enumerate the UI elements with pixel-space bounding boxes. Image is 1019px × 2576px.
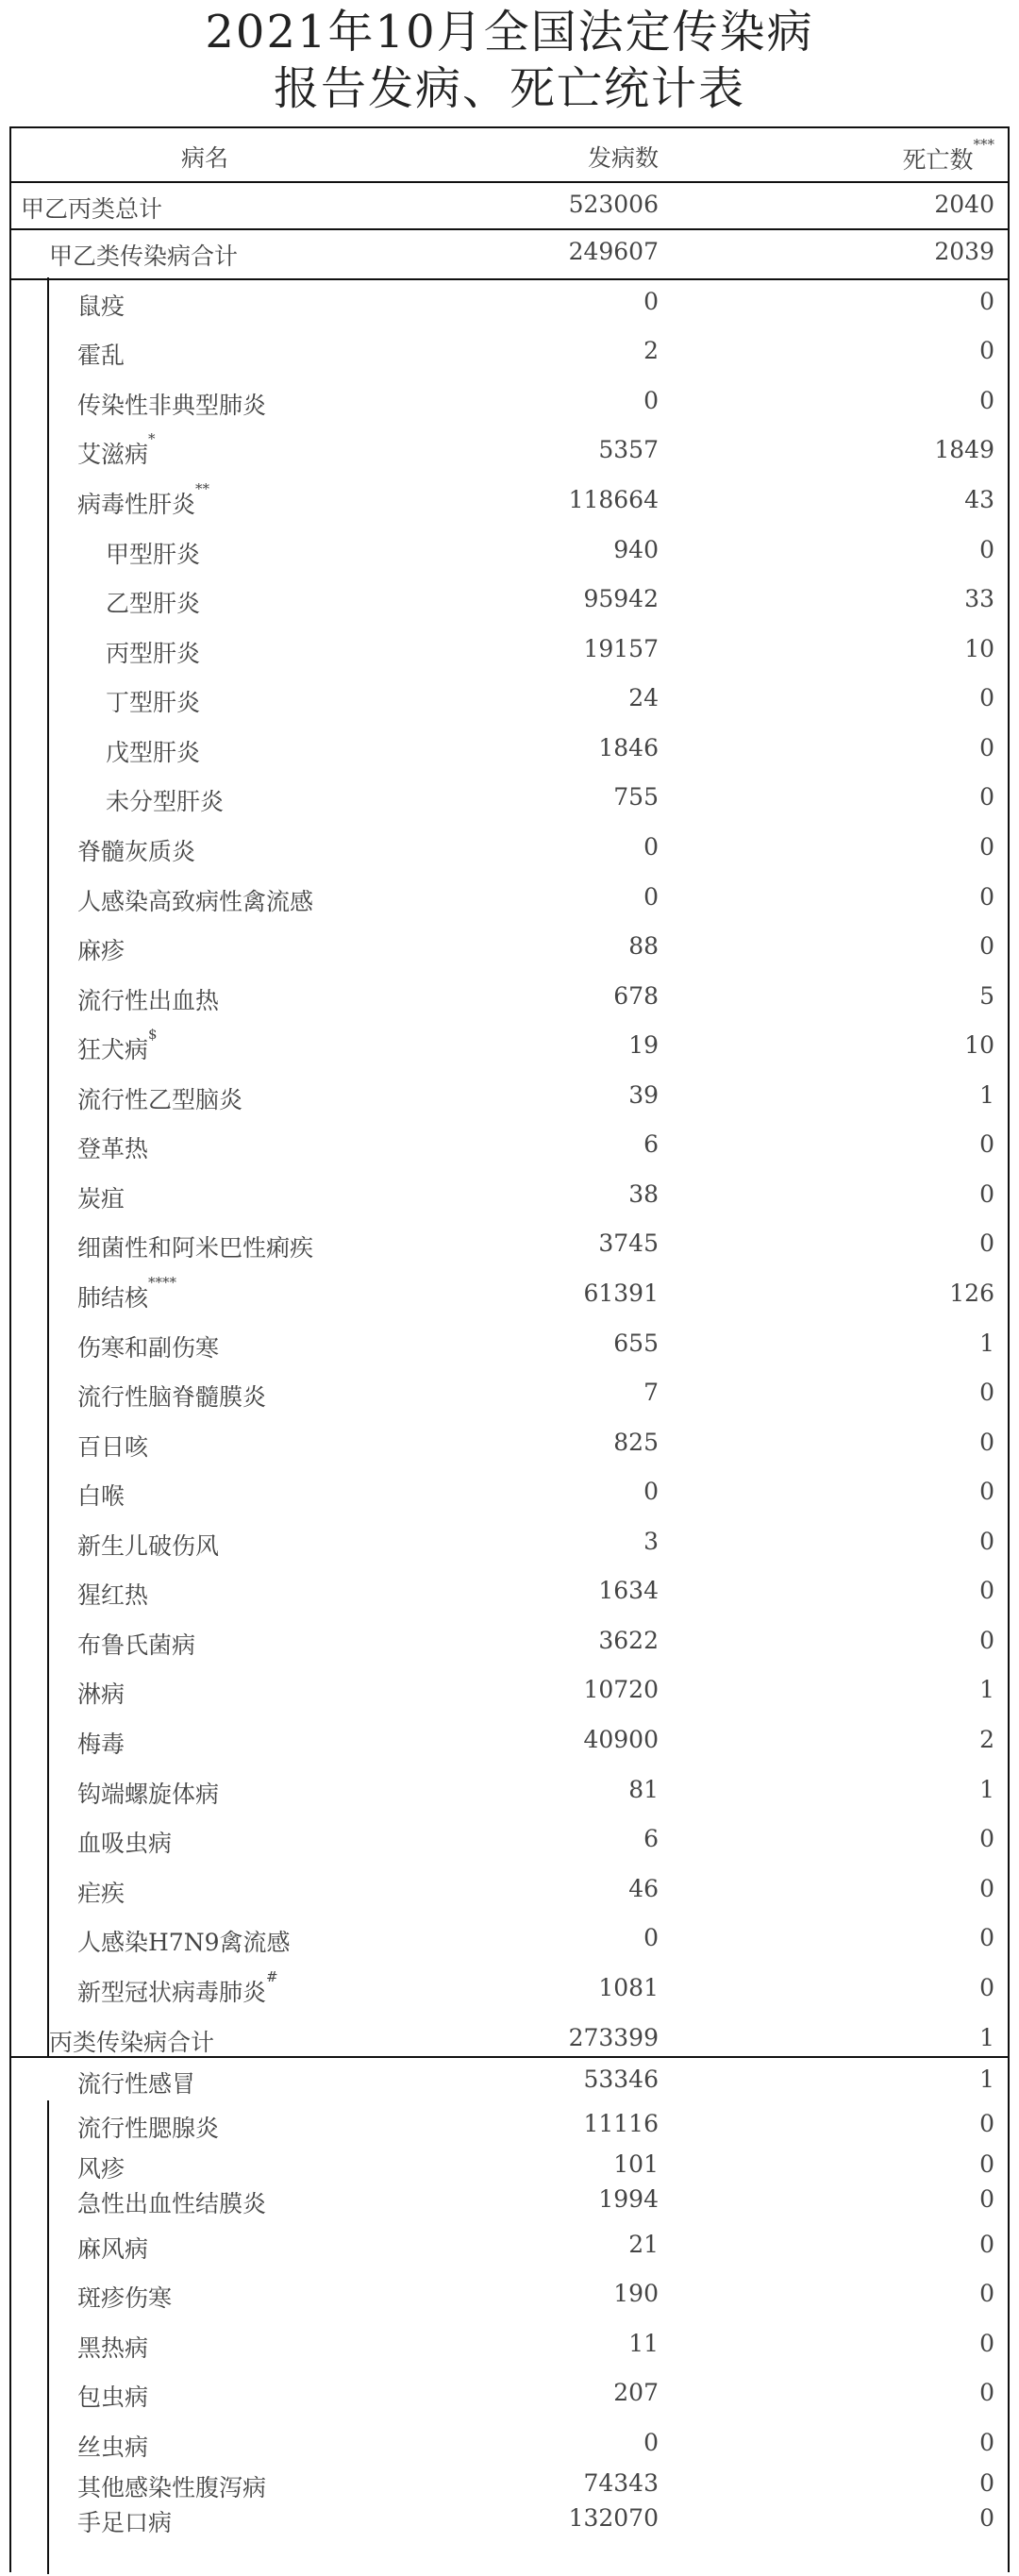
row-deaths: 1	[979, 1081, 994, 1109]
row-deaths: 0	[979, 2504, 994, 2532]
table-row	[11, 626, 1008, 675]
header-deaths-mark: ***	[973, 136, 994, 153]
title-line-1: 2021年10月全国法定传染病	[205, 6, 814, 59]
table-row	[11, 874, 1008, 923]
row-name-mark: #	[266, 1968, 278, 1985]
table-row	[11, 1666, 1008, 1716]
row-cases: 95942	[583, 585, 659, 612]
row-cases: 2	[643, 337, 659, 364]
row-name-text: 淋病	[77, 1681, 125, 1708]
table-row	[11, 1518, 1008, 1567]
row-name-text: 流行性腮腺炎	[77, 2115, 220, 2142]
row-deaths: 0	[979, 2330, 994, 2357]
row-name	[77, 2185, 266, 2219]
row-cases: 88	[628, 932, 659, 960]
table-row	[11, 2100, 1008, 2141]
row-deaths: 0	[979, 1429, 994, 1456]
row-cases: 825	[613, 1429, 659, 1456]
row-cases: 74343	[583, 2469, 659, 2497]
row-deaths: 0	[979, 536, 994, 563]
row-cases: 21	[628, 2231, 659, 2258]
row-deaths: 0	[979, 2469, 994, 2497]
row-deaths: 0	[979, 2280, 994, 2307]
table-row	[11, 2056, 1008, 2100]
row-deaths: 0	[979, 1627, 994, 1654]
row-deaths: 0	[979, 1229, 994, 1257]
row-cases: 10720	[583, 1676, 659, 1703]
row-cases: 0	[643, 288, 659, 315]
row-name-text: 戊型肝炎	[106, 739, 201, 766]
table-row	[11, 576, 1008, 626]
row-name-text: 白喉	[77, 1482, 125, 1510]
row-deaths: 1849	[934, 436, 994, 463]
row-name	[77, 1081, 242, 1115]
row-name-text: 风疹	[77, 2155, 125, 2183]
row-cases: 101	[613, 2150, 659, 2178]
row-name	[77, 2504, 172, 2538]
row-cases: 249607	[568, 238, 659, 265]
row-deaths: 0	[979, 2231, 994, 2258]
table-row	[11, 1220, 1008, 1270]
row-name	[77, 932, 125, 966]
row-cases: 3	[643, 1528, 659, 1555]
row-name	[77, 337, 125, 371]
row-name-text: 流行性出血热	[77, 987, 220, 1014]
row-name	[106, 635, 200, 669]
row-name-text: 百日咳	[77, 1433, 149, 1461]
row-name-text: 猩红热	[77, 1581, 149, 1609]
row-name-text: 丝虫病	[77, 2434, 149, 2461]
table-row	[11, 923, 1008, 973]
table-row	[11, 824, 1008, 874]
row-cases: 38	[628, 1180, 659, 1208]
row-deaths: 0	[979, 2379, 994, 2406]
row-cases: 273399	[568, 2024, 659, 2051]
row-deaths: 1	[979, 2066, 994, 2093]
row-cases: 11	[628, 2330, 659, 2357]
row-name	[106, 684, 200, 718]
table-row	[11, 1965, 1008, 2015]
table-row	[11, 1171, 1008, 1220]
row-name	[106, 783, 224, 817]
table-row	[11, 1766, 1008, 1815]
table-row	[11, 973, 1008, 1022]
row-cases: 40900	[583, 1726, 659, 1753]
row-name-text: 霍乱	[77, 342, 125, 369]
row-cases: 7	[643, 1379, 659, 1406]
row-name	[77, 1330, 219, 1363]
row-deaths: 0	[979, 337, 994, 364]
row-deaths: 0	[979, 2110, 994, 2137]
row-name-mark: ****	[148, 1274, 177, 1291]
row-cases: 81	[628, 1776, 659, 1803]
row-deaths: 43	[964, 486, 994, 513]
row-deaths: 2040	[934, 191, 994, 218]
row-name	[77, 1825, 172, 1859]
row-name-text: 新生儿破伤风	[77, 1532, 220, 1560]
header-name: 病名	[181, 144, 229, 172]
row-name-text: 肺结核	[77, 1284, 149, 1312]
row-name-text: 病毒性肝炎	[77, 491, 196, 518]
row-cases: 655	[613, 1330, 659, 1357]
row-name	[77, 1026, 158, 1065]
row-name-text: 血吸虫病	[77, 1830, 173, 1857]
row-name-text: 麻疹	[77, 937, 125, 964]
row-deaths: 0	[979, 1924, 994, 1951]
row-deaths: 0	[979, 1379, 994, 1406]
row-name	[77, 288, 125, 322]
row-deaths: 0	[979, 2185, 994, 2213]
row-name	[77, 1379, 266, 1413]
table-row	[11, 377, 1008, 427]
row-name-text: 脊髓灰质炎	[77, 838, 196, 865]
row-name-text: 急性出血性结膜炎	[77, 2190, 267, 2217]
row-cases: 11116	[583, 2110, 659, 2137]
table-row	[11, 2141, 1008, 2183]
row-cases: 5357	[598, 436, 659, 463]
row-deaths: 0	[979, 2429, 994, 2456]
row-cases: 0	[643, 2429, 659, 2456]
row-cases: 24	[628, 684, 659, 711]
row-name	[77, 982, 219, 1016]
row-name-text: 细菌性和阿米巴性痢疾	[77, 1234, 314, 1262]
row-cases: 118664	[568, 486, 659, 513]
row-cases: 755	[613, 783, 659, 811]
table-row	[11, 2320, 1008, 2369]
table-row	[11, 1121, 1008, 1171]
row-name	[77, 2231, 148, 2265]
header-deaths	[902, 136, 994, 176]
row-name-text: 炭疽	[77, 1185, 125, 1213]
row-name	[77, 1676, 125, 1710]
table-row	[11, 2176, 1008, 2221]
row-cases: 207	[613, 2379, 659, 2406]
row-name-text: 未分型肝炎	[106, 788, 225, 815]
title-block	[0, 0, 1019, 126]
row-name-text: 鼠疫	[77, 293, 125, 320]
row-deaths: 0	[979, 1130, 994, 1158]
row-name-text: 人感染高致病性禽流感	[77, 888, 314, 915]
row-deaths: 10	[964, 1031, 994, 1059]
row-cases: 0	[643, 833, 659, 861]
row-name	[77, 1478, 125, 1512]
row-cases: 3622	[598, 1627, 659, 1654]
row-name-mark: $	[148, 1026, 158, 1043]
table-row	[11, 1865, 1008, 1915]
row-name-text: 流行性脑脊髓膜炎	[77, 1383, 267, 1411]
row-name-text: 甲乙丙类总计	[21, 195, 163, 223]
row-cases: 0	[643, 1924, 659, 1951]
row-cases: 6	[643, 1130, 659, 1158]
table-row	[11, 2221, 1008, 2270]
row-deaths: 0	[979, 2150, 994, 2178]
table-row	[11, 675, 1008, 725]
row-deaths: 0	[979, 783, 994, 811]
table-row	[11, 1369, 1008, 1419]
row-cases: 940	[613, 536, 659, 563]
row-name	[77, 1968, 278, 2008]
table-row	[11, 1022, 1008, 1072]
row-name	[77, 2110, 219, 2144]
row-deaths: 0	[979, 734, 994, 761]
row-deaths: 0	[979, 883, 994, 911]
row-deaths: 0	[979, 1180, 994, 1208]
row-name	[77, 1180, 125, 1214]
row-name	[21, 191, 162, 225]
row-deaths: 0	[979, 1974, 994, 2001]
row-name	[77, 1577, 148, 1611]
header-deaths-label: 死亡数	[902, 146, 974, 174]
row-cases: 3745	[598, 1229, 659, 1257]
table-row	[11, 477, 1008, 527]
row-deaths: 0	[979, 387, 994, 414]
row-name-text: 麻风病	[77, 2235, 149, 2263]
row-cases: 678	[613, 982, 659, 1010]
row-name-text: 传染性非典型肺炎	[77, 392, 267, 419]
row-name	[77, 1229, 313, 1263]
row-cases: 1634	[598, 1577, 659, 1604]
row-cases: 6	[643, 1825, 659, 1852]
table-row	[11, 2419, 1008, 2460]
row-name	[77, 1875, 125, 1909]
row-cases: 523006	[568, 191, 659, 218]
table-row	[11, 327, 1008, 377]
row-deaths: 0	[979, 684, 994, 711]
row-cases: 190	[613, 2280, 659, 2307]
row-name-text: 疟疾	[77, 1880, 125, 1907]
row-name-text: 人感染H7N9禽流感	[77, 1929, 291, 1956]
row-deaths: 0	[979, 1875, 994, 1902]
row-name-text: 流行性乙型脑炎	[77, 1086, 243, 1113]
row-cases: 39	[628, 1081, 659, 1109]
row-name-text: 梅毒	[77, 1731, 125, 1758]
row-cases: 1994	[598, 2185, 659, 2213]
row-name	[77, 2379, 148, 2413]
row-name	[77, 833, 195, 867]
row-deaths: 1	[979, 1776, 994, 1803]
table-row	[11, 228, 1008, 280]
row-deaths: 0	[979, 1577, 994, 1604]
row-name-text: 丙型肝炎	[106, 640, 201, 667]
table-row	[11, 278, 1008, 327]
table-row	[11, 1270, 1008, 1320]
row-deaths: 0	[979, 1478, 994, 1505]
row-name	[77, 1924, 291, 1958]
row-name-text: 丙类传染病合计	[49, 2029, 215, 2056]
row-name-mark: **	[195, 480, 210, 497]
row-name	[77, 2280, 172, 2314]
table-row	[11, 774, 1008, 824]
row-name	[106, 585, 200, 619]
row-name-text: 狂犬病	[77, 1036, 149, 1063]
row-deaths: 33	[964, 585, 994, 612]
row-name-text: 黑热病	[77, 2334, 149, 2362]
table-row	[11, 1915, 1008, 1965]
row-name-mark: *	[148, 430, 156, 447]
row-deaths: 0	[979, 833, 994, 861]
row-deaths: 1	[979, 1676, 994, 1703]
row-deaths: 126	[949, 1280, 994, 1307]
row-name	[77, 1726, 125, 1760]
row-name	[77, 2330, 148, 2364]
row-name-text: 艾滋病	[77, 441, 149, 468]
table-row	[11, 2495, 1008, 2574]
table-row	[11, 1815, 1008, 1865]
row-name	[77, 387, 266, 421]
table-row	[11, 1468, 1008, 1518]
row-name	[77, 1274, 177, 1313]
row-deaths: 5	[979, 982, 994, 1010]
row-cases: 61391	[583, 1280, 659, 1307]
table-row	[11, 1419, 1008, 1468]
row-name	[77, 1528, 219, 1562]
row-name-text: 斑疹伤寒	[77, 2284, 173, 2312]
row-name	[77, 430, 156, 470]
table-header	[11, 128, 1008, 183]
row-name	[106, 536, 200, 570]
row-name	[77, 1627, 195, 1661]
table-row	[11, 2460, 1008, 2501]
row-name	[77, 480, 210, 520]
row-name-text: 登革热	[77, 1135, 149, 1163]
row-cases: 53346	[583, 2066, 659, 2093]
row-name	[77, 883, 313, 917]
row-deaths: 0	[979, 288, 994, 315]
row-cases: 1081	[598, 1974, 659, 2001]
row-name-text: 布鲁氏菌病	[77, 1631, 196, 1659]
row-name	[77, 1776, 219, 1810]
row-name	[77, 1130, 148, 1164]
row-name-text: 伤寒和副伤寒	[77, 1334, 220, 1362]
row-name-text: 包虫病	[77, 2384, 149, 2411]
table-row	[11, 1716, 1008, 1766]
table-row	[11, 1567, 1008, 1617]
header-cases: 发病数	[587, 144, 659, 172]
table-row	[11, 527, 1008, 576]
row-name-text: 甲乙类传染病合计	[49, 243, 239, 270]
row-name	[77, 2429, 148, 2463]
row-cases: 19157	[583, 635, 659, 662]
row-deaths: 1	[979, 1330, 994, 1357]
row-name-text: 新型冠状病毒肺炎	[77, 1979, 267, 2006]
table-row	[11, 427, 1008, 477]
row-name-text: 甲型肝炎	[106, 541, 201, 568]
row-name-text: 钩端螺旋体病	[77, 1781, 220, 1808]
row-cases: 0	[643, 387, 659, 414]
row-cases: 46	[628, 1875, 659, 1902]
row-name	[77, 2066, 195, 2099]
page-title	[0, 4, 1019, 117]
table-row	[11, 1617, 1008, 1666]
row-cases: 1846	[598, 734, 659, 761]
row-cases: 19	[628, 1031, 659, 1059]
row-name	[49, 238, 238, 272]
row-deaths: 0	[979, 1825, 994, 1852]
row-name-text: 其他感染性腹泻病	[77, 2474, 267, 2501]
table-row	[11, 2369, 1008, 2419]
row-cases: 0	[643, 1478, 659, 1505]
row-name-text: 手足口病	[77, 2509, 173, 2536]
row-deaths: 1	[979, 2024, 994, 2051]
table-row	[11, 725, 1008, 774]
row-cases: 132070	[568, 2504, 659, 2532]
table-row	[11, 2270, 1008, 2320]
table-row	[11, 1320, 1008, 1369]
row-deaths: 2	[979, 1726, 994, 1753]
row-deaths: 10	[964, 635, 994, 662]
row-name-text: 乙型肝炎	[106, 590, 201, 617]
row-name-text: 丁型肝炎	[106, 689, 201, 716]
row-cases: 0	[643, 883, 659, 911]
row-name	[106, 734, 200, 768]
statistics-table	[9, 126, 1010, 2572]
row-deaths: 0	[979, 932, 994, 960]
table-row	[11, 2015, 1008, 2058]
row-deaths: 0	[979, 1528, 994, 1555]
table-inner-rule	[47, 277, 49, 2056]
row-name	[49, 2024, 214, 2058]
row-name	[77, 1429, 148, 1463]
row-deaths: 2039	[934, 238, 994, 265]
table-row	[11, 1072, 1008, 1121]
title-line-2: 报告发病、死亡统计表	[273, 62, 745, 115]
table-inner-rule-2	[47, 2100, 49, 2574]
row-name-text: 流行性感冒	[77, 2070, 196, 2098]
table-row	[11, 181, 1008, 230]
